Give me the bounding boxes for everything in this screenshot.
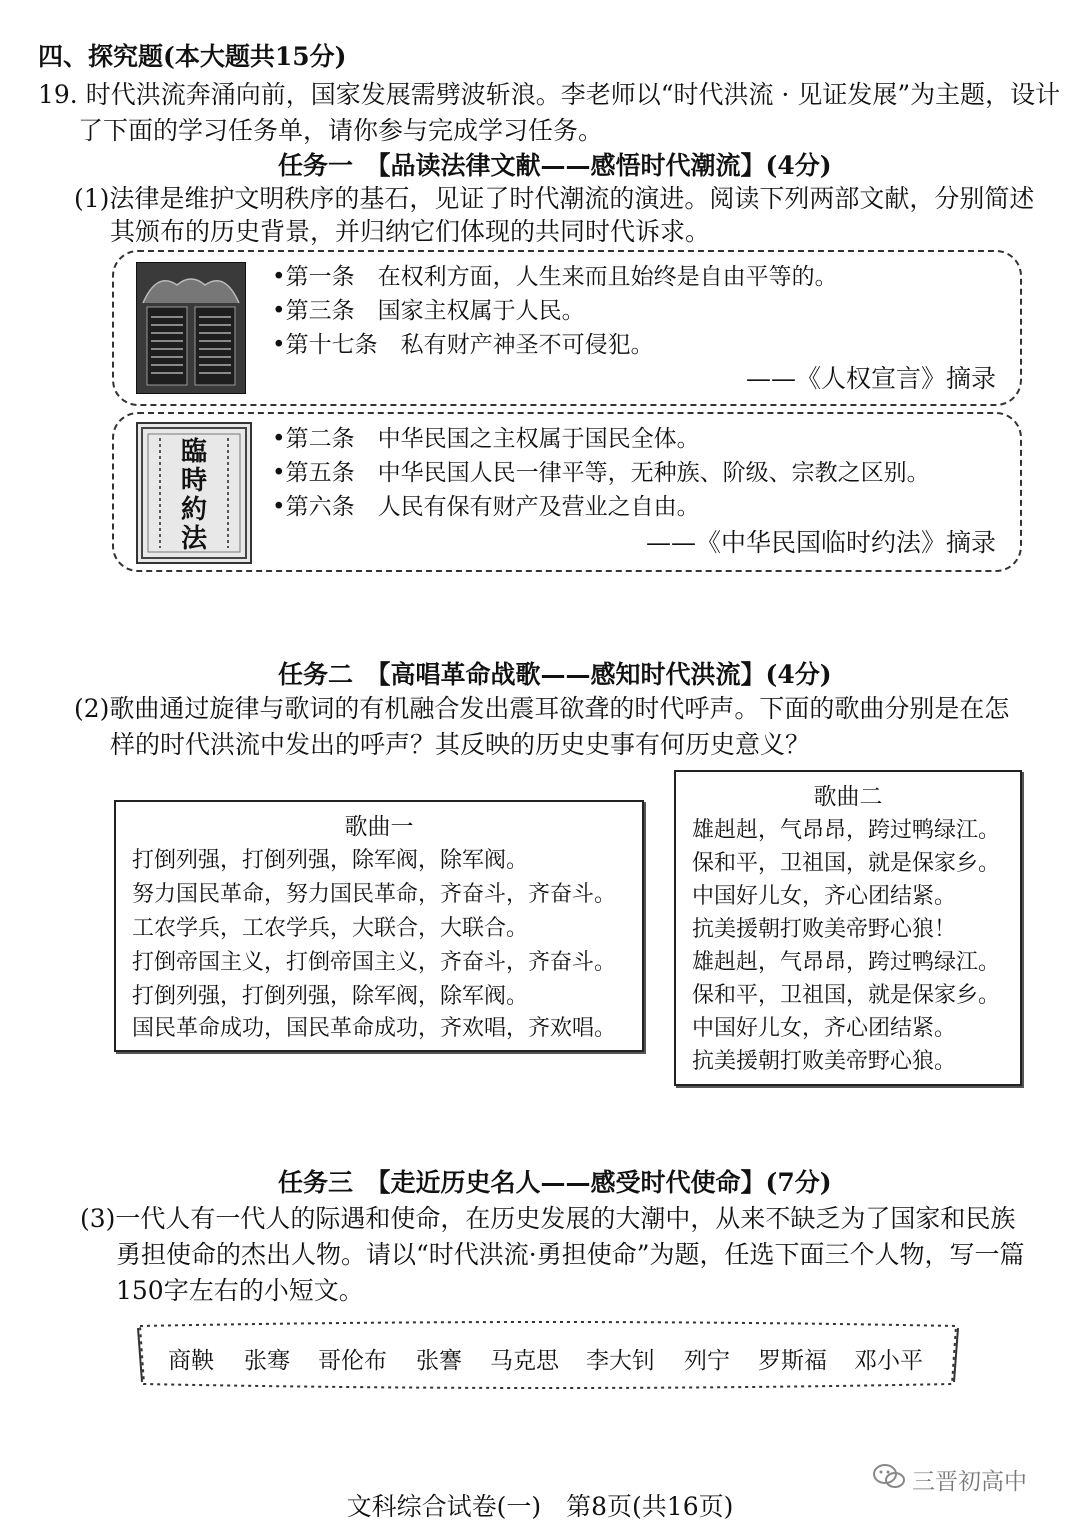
doc-2-item: •第二条 中华民国之主权属于国民全体。: [272, 426, 700, 452]
document-2-box: [112, 412, 1022, 572]
song-1-title: 歌曲一: [344, 814, 414, 840]
doc-2-source: ——《中华民国临时约法》摘录: [645, 528, 996, 557]
name-item: 哥伦布: [318, 1348, 387, 1374]
song-2-line: 中国好儿女，齐心团结紧。: [692, 1016, 957, 1041]
song-2-line: 抗美援朝打败美帝野心狼。: [692, 1049, 957, 1074]
doc-1-item: •第十七条 私有财产神圣不可侵犯。: [272, 332, 654, 358]
doc-2-item: •第六条 人民有保有财产及营业之自由。: [272, 494, 700, 520]
song-1-line: 国民革命成功，国民革命成功，齐欢唱，齐欢唱。: [132, 1016, 617, 1041]
song-2-line: 雄赳赳，气昂昂，跨过鸭绿江。: [692, 818, 1001, 843]
name-item: 罗斯福: [758, 1348, 827, 1374]
task-1-question-line-1: (1)法律是维护文明秩序的基石，见证了时代潮流的演进。阅读下列两部文献，分别简述: [74, 184, 1035, 213]
name-item: 列宁: [684, 1348, 730, 1374]
section-title: 四、探究题(本大题共15分): [38, 42, 347, 71]
song-1-line: 努力国民革命，努力国民革命，齐奋斗，齐奋斗。: [132, 882, 617, 907]
song-2-title: 歌曲二: [813, 784, 883, 810]
doc-1-item: •第一条 在权利方面，人生来而且始终是自由平等的。: [272, 264, 838, 290]
task-1-question-line-2: 其颁布的历史背景，并归纳它们体现的共同时代诉求。: [110, 217, 711, 246]
names-box: [136, 1320, 960, 1390]
doc-2-item: •第五条 中华民国人民一律平等，无种族、阶级、宗教之区别。: [272, 460, 930, 486]
watermark: [872, 1462, 1027, 1496]
song-2-line: 中国好儿女，齐心团结紧。: [692, 884, 957, 909]
doc-1-source: ——《人权宣言》摘录: [745, 364, 996, 393]
song-2-line: 保和平，卫祖国，就是保家乡。: [692, 983, 1001, 1008]
song-2-box: [674, 770, 1022, 1086]
task-3-question-line-2: 勇担使命的杰出人物。请以“时代洪流·勇担使命”为题，任选下面三个人物，写一篇: [116, 1240, 1025, 1269]
song-1-line: 打倒帝国主义，打倒帝国主义，齐奋斗，齐奋斗。: [132, 950, 617, 975]
song-1-line: 打倒列强，打倒列强，除军阀，除军阀。: [132, 984, 529, 1009]
name-item: 张謇: [416, 1348, 462, 1374]
song-2-line: 雄赳赳，气昂昂，跨过鸭绿江。: [692, 950, 1001, 975]
song-2-line: 抗美援朝打败美帝野心狼！: [692, 917, 957, 942]
provisional-constitution-image: [136, 422, 252, 564]
name-item: 张骞: [244, 1348, 290, 1374]
page-footer: 文科综合试卷(一) 第8页(共16页): [346, 1492, 734, 1521]
task-1-heading: 任务一 【品读法律文献——感悟时代潮流】(4分): [278, 151, 832, 180]
name-item: 马克思: [490, 1348, 559, 1374]
question-19-line-1: 19. 时代洪流奔涌向前，国家发展需劈波斩浪。李老师以“时代洪流 · 见证发展”为主题，设计: [38, 80, 1061, 109]
task-3-question-line-3: 150字左右的小短文。: [116, 1276, 364, 1305]
song-2-line: 保和平，卫祖国，就是保家乡。: [692, 851, 1001, 876]
doc-1-item: •第三条 国家主权属于人民。: [272, 298, 585, 324]
watermark-text: 三晋初高中: [912, 1468, 1027, 1495]
declaration-of-rights-image: [136, 262, 246, 394]
task-2-heading: 任务二 【高唱革命战歌——感知时代洪流】(4分): [278, 660, 832, 689]
image-title-text: 臨時約法: [180, 437, 207, 554]
task-3-heading: 任务三 【走近历史名人——感受时代使命】(7分): [278, 1168, 832, 1197]
wechat-icon: [872, 1462, 906, 1496]
song-1-box: [114, 800, 644, 1052]
song-1-line: 工农学兵，工农学兵，大联合，大联合。: [132, 916, 529, 941]
document-1-box: [112, 250, 1022, 406]
task-3-question-line-1: (3)一代人有一代人的际遇和使命，在历史发展的大潮中，从来不缺乏为了国家和民族: [80, 1204, 1016, 1233]
name-item: 商鞅: [168, 1348, 214, 1374]
song-1-line: 打倒列强，打倒列强，除军阀，除军阀。: [132, 848, 529, 873]
name-item: 邓小平: [854, 1348, 923, 1374]
name-item: 李大钊: [586, 1348, 655, 1374]
task-2-question-line-2: 样的时代洪流中发出的呼声？其反映的历史史事有何历史意义？: [110, 730, 811, 759]
question-19-line-2: 了下面的学习任务单，请你参与完成学习任务。: [78, 116, 604, 145]
task-2-question-line-1: (2)歌曲通过旋律与歌词的有机融合发出震耳欲聋的时代呼声。下面的歌曲分别是在怎: [74, 694, 1010, 723]
